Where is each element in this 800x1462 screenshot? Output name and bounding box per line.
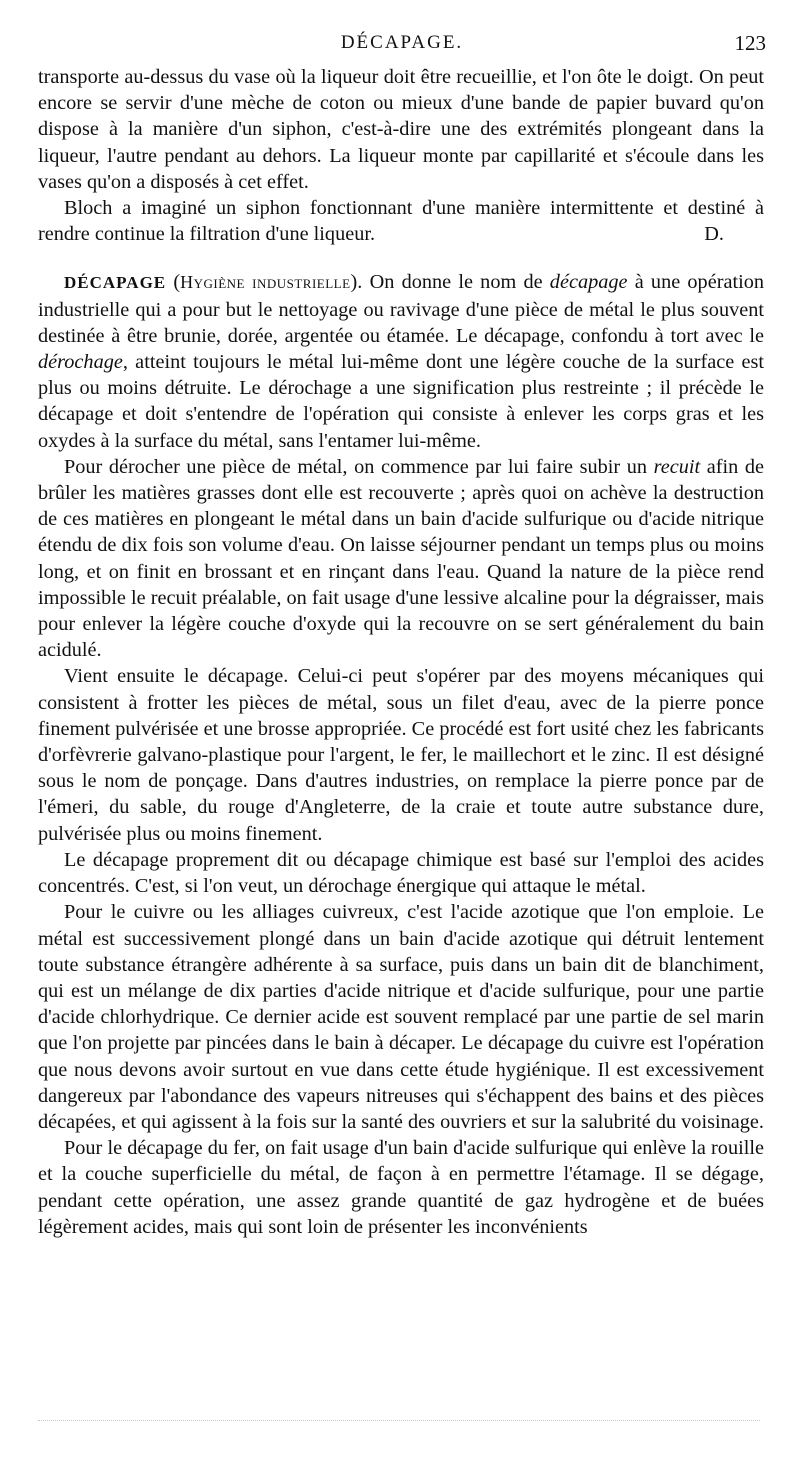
- paragraph-cuivre: [38, 899, 764, 1135]
- paragraph-poncage: [38, 663, 764, 846]
- paragraph-text: Bloch a imaginé un siphon fonctionnant d'une manière intermittente et destiné à rendre continue la filtration d'une liqueur.: [38, 197, 764, 246]
- paragraph-derocher: [38, 454, 764, 664]
- paragraph-bloch-siphon: [38, 195, 764, 247]
- page-header: [38, 30, 766, 56]
- paragraph-text: Pour le décapage du fer, on fait usage d'un bain d'acide sulfurique qui enlève la rouille et la couche superficielle du métal, de façon à en permettre l'étamage. Il se dégage, pendant cette opération, une assez grande quantité de gaz hydrogène et de buées légèrement acides, mais qui sont loin de présenter les inconvénients: [38, 1137, 764, 1238]
- emphasis-term: décapage: [549, 271, 628, 294]
- emphasis-term: recuit: [653, 455, 701, 478]
- article-decapage: [38, 269, 764, 453]
- paragraph-decapage-chimique: [38, 847, 764, 899]
- article-category: Hygiène industrielle: [180, 272, 351, 293]
- paragraph-text: transporte au-dessus du vase où la liqueur doit être recueillie, et l'on ôte le doigt. On peut encore se servir d'une mèche de coton ou mieux d'une bande de papier buvard qu'on dispose à la manière d'un siphon, c'est-à-dire une des extrémités plongeant dans la liqueur, l'autre pendant au dehors. La liqueur monte par capillarité et s'écoule dans les vases qu'on a disposés à cet effet.: [38, 66, 764, 193]
- article-headword: DÉCAPAGE: [64, 273, 167, 293]
- author-signature: D.: [704, 223, 724, 246]
- text-run: , atteint toujours le métal lui-même dont une légère couche de la surface est plus ou moins détruite. Le dérochage a une signification plus restreinte ; il précède le décapage et doit s'entendre de l'opération qui consiste à enlever les corps gras et les oxydes à la surface du métal, sans l'entamer lui-même.: [38, 351, 764, 452]
- emphasis-term: dérochage: [38, 351, 123, 374]
- paragraph-continued: [38, 64, 764, 195]
- text-run: On donne le nom de: [362, 271, 550, 294]
- page-number: 123: [734, 31, 766, 55]
- footer-divider: [38, 1420, 760, 1421]
- text-run: afin de brûler les matières grasses dont elle est recouverte ; après quoi on achève la destruction de ces matières en plongeant le métal dans un bain d'acide sulfurique ou d'acide nitrique étendu de dix fois son volume d'eau. On laisse séjourner pendant un temps plus ou moins long, et on finit en brossant et en rinçant dans l'eau. Quand la nature de la pièce rend impossible le recuit préalable, on fait usage d'une lessive alcaline pour la dégraisser, mais pour enlever la légère couche d'oxyde qui la recouvre on se sert généralement du bain acidulé.: [38, 455, 764, 662]
- close-paren: ).: [350, 271, 363, 294]
- text-run: Pour dérocher une pièce de métal, on commence par lui faire subir un: [64, 455, 654, 478]
- running-title: DÉCAPAGE.: [340, 32, 464, 53]
- paragraph-text: Pour le cuivre ou les alliages cuivreux, c'est l'acide azotique que l'on emploie. Le métal est successivement plongé dans un bain d'acide azotique qui détruit lentement toute substance étrangère adhérente à sa surface, puis dans un bain dit de blanchiment, qui est un mélange de dix parties d'acide nitrique et d'acide sulfurique, pour une partie d'acide chlorhydrique. Ce dernier acide est souvent remplacé par une partie de sel marin que l'on projette par pincées dans le bain à décaper. Le décapage du cuivre est l'opération que nous devons avoir surtout en vue dans cette étude hygiénique. Il est excessivement dangereux par l'abondance des vapeurs nitreuses qui s'échappent des bains et des pièces décapées, et qui agissent à la fois sur la santé des ouvriers et sur la salubrité du voisinage.: [38, 901, 764, 1133]
- open-paren: (: [166, 271, 181, 294]
- text-run: à une opération industrielle qui a pour but le nettoyage ou ravivage d'une pièce de métal le plus souvent destinée à être brunie, dorée, argentée ou étamée. Le décapage, confondu à tort avec le: [38, 271, 765, 347]
- paragraph-text: Vient ensuite le décapage. Celui-ci peut s'opérer par des moyens mécaniques qui consistent à frotter les pièces de métal, sous un filet d'eau, avec de la pierre ponce finement pulvérisée et une brosse appropriée. Ce procédé est fort usité chez les fabricants d'orfèvrerie galvano-plastique pour l'argent, le fer, le maillechort et le zinc. Il est désigné sous le nom de ponçage. Dans d'autres industries, on remplace la pierre ponce par de l'émeri, du sable, du rouge d'Angleterre, de la craie et toute autre substance dure, pulvérisée plus ou moins finement.: [38, 665, 764, 845]
- paragraph-fer: [38, 1135, 764, 1240]
- body-text: [38, 64, 764, 1240]
- paragraph-text: Le décapage proprement dit ou décapage chimique est basé sur l'emploi des acides concentrés. C'est, si l'on veut, un dérochage énergique qui attaque le métal.: [38, 848, 764, 898]
